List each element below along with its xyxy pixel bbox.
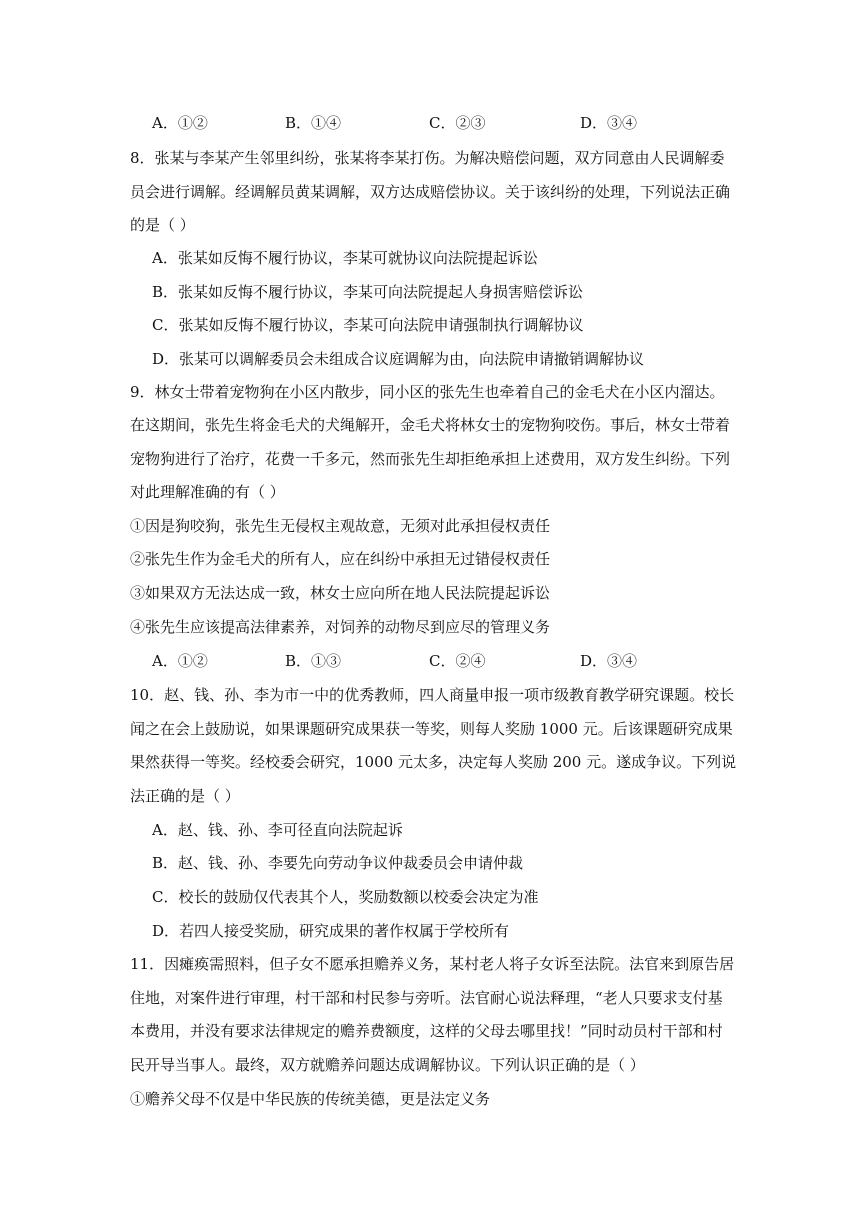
q9-option-b: B．①③ bbox=[285, 652, 342, 670]
q8-choice-c: C．张某如反悔不履行协议，李某可向法院申请强制执行调解协议 bbox=[152, 316, 584, 334]
q9-stem-line-4: 对此理解准确的有（ ） bbox=[130, 483, 285, 501]
q11-stem-line-1: 11．因瘫痪需照料，但子女不愿承担赡养义务，某村老人将子女诉至法院。法官来到原告居 bbox=[130, 955, 735, 973]
q7-option-a: A．①② bbox=[152, 114, 208, 132]
q11-stem-line-3: 本费用，并没有要求法律规定的赡养费额度，这样的父母去哪里找！”同时动员村干部和村 bbox=[130, 1022, 723, 1040]
q10-stem-line-1: 10．赵、钱、孙、李为市一中的优秀教师，四人商量申报一项市级教育教学研究课题。校长 bbox=[130, 686, 735, 704]
q7-option-d: D．③④ bbox=[580, 114, 638, 132]
q10-choice-b: B．赵、钱、孙、李要先向劳动争议仲裁委员会申请仲裁 bbox=[152, 854, 524, 872]
q8-choice-a: A．张某如反悔不履行协议，李某可就协议向法院提起诉讼 bbox=[152, 249, 538, 267]
q10-stem-line-4: 法正确的是（ ） bbox=[130, 787, 240, 805]
q9-item-1: ①因是狗咬狗，张先生无侵权主观故意，无须对此承担侵权责任 bbox=[130, 517, 551, 535]
q8-choice-b: B．张某如反悔不履行协议，李某可向法院提起人身损害赔偿诉讼 bbox=[152, 283, 584, 301]
q10-choice-c: C．校长的鼓励仅代表其个人，奖励数额以校委会决定为准 bbox=[152, 888, 539, 906]
q8-stem-line-2: 员会进行调解。经调解员黄某调解，双方达成赔偿协议。关于该纠纷的处理，下列说法正确 bbox=[130, 183, 731, 201]
q9-option-c: C．②④ bbox=[429, 652, 486, 670]
q8-stem-line-3: 的是（ ） bbox=[130, 216, 195, 234]
q9-stem-line-3: 宠物狗进行了治疗，花费一千多元，然而张先生却拒绝承担上述费用，双方发生纠纷。下列 bbox=[130, 450, 731, 468]
q9-option-a: A．①② bbox=[152, 652, 208, 670]
q10-choice-d: D．若四人接受奖励，研究成果的著作权属于学校所有 bbox=[152, 922, 510, 940]
q7-option-b: B．①④ bbox=[285, 114, 342, 132]
q10-choice-a: A．赵、钱、孙、李可径直向法院起诉 bbox=[152, 821, 403, 839]
q8-stem-line-1: 8．张某与李某产生邻里纠纷，张某将李某打伤。为解决赔偿问题，双方同意由人民调解委 bbox=[130, 149, 725, 167]
q9-item-4: ④张先生应该提高法律素养，对饲养的动物尽到应尽的管理义务 bbox=[130, 618, 551, 636]
q9-item-2: ②张先生作为金毛犬的所有人，应在纠纷中承担无过错侵权责任 bbox=[130, 550, 551, 568]
q10-stem-line-3: 果然获得一等奖。经校委会研究，1000 元太多，决定每人奖励 200 元。遂成争议。下列说 bbox=[130, 753, 737, 771]
q9-option-d: D．③④ bbox=[580, 652, 638, 670]
q11-stem-line-2: 住地，对案件进行审理，村干部和村民参与旁听。法官耐心说法释理，“老人只要求支付基 bbox=[130, 989, 723, 1007]
q7-option-c: C．②③ bbox=[429, 114, 486, 132]
q8-choice-d: D．张某可以调解委员会未组成合议庭调解为由，向法院申请撤销调解协议 bbox=[152, 350, 645, 368]
q9-stem-line-2: 在这期间，张先生将金毛犬的犬绳解开，金毛犬将林女士的宠物狗咬伤。事后，林女士带着 bbox=[130, 416, 731, 434]
q9-item-3: ③如果双方无法达成一致，林女士应向所在地人民法院提起诉讼 bbox=[130, 584, 551, 602]
q9-stem-line-1: 9．林女士带着宠物狗在小区内散步，同小区的张先生也牵着自己的金毛犬在小区内溜达。 bbox=[130, 383, 725, 401]
q10-stem-line-2: 闻之在会上鼓励说，如果课题研究成果获一等奖，则每人奖励 1000 元。后该课题研究成果 bbox=[130, 720, 733, 738]
q11-item-1: ①赡养父母不仅是中华民族的传统美德，更是法定义务 bbox=[130, 1090, 491, 1108]
q11-stem-line-4: 民开导当事人。最终，双方就赡养问题达成调解协议。下列认识正确的是（ ） bbox=[130, 1056, 645, 1074]
